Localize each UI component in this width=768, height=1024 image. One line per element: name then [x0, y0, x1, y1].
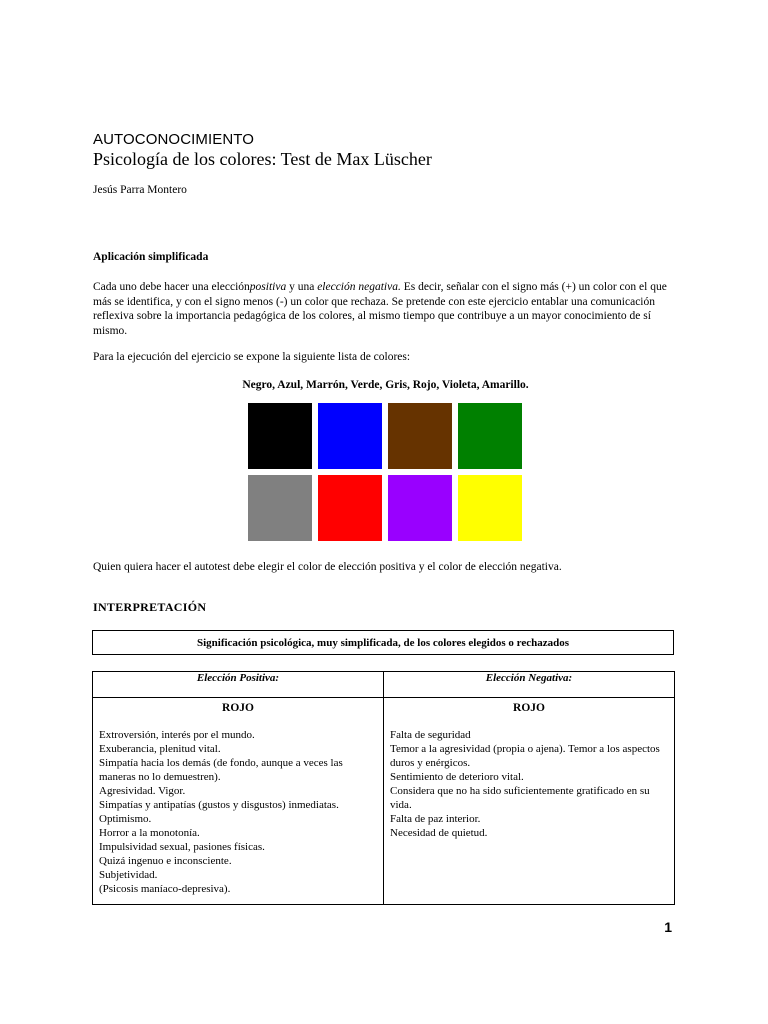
swatch-negro	[248, 403, 312, 469]
intro-text-run: Cada uno debe hacer una elección	[93, 281, 250, 293]
swatch-amarillo	[458, 475, 522, 541]
negative-trait-list	[390, 728, 668, 840]
negative-trait-item: Necesidad de quietud.	[390, 827, 488, 839]
negative-trait-item: Considera que no ha sido suficientemente gratificado en su vida.	[390, 785, 650, 811]
negative-trait-item: Falta de paz interior.	[390, 813, 481, 825]
list-intro-paragraph: Para la ejecución del ejercicio se expone la siguiente lista de colores:	[93, 351, 411, 363]
intro-paragraph	[93, 280, 678, 338]
section-heading-aplicacion: Aplicación simplificada	[93, 251, 209, 263]
positive-cell	[93, 698, 384, 905]
swatch-marron	[388, 403, 452, 469]
swatch-violeta	[388, 475, 452, 541]
table-caption-box: Significación psicológica, muy simplificada, de los colores elegidos o rechazados	[92, 630, 674, 655]
instruction-paragraph: Quien quiera hacer el autotest debe elegir el color de elección positiva y el color de elección negativa.	[93, 561, 562, 573]
positive-trait-item: Simpatía hacia los demás (de fondo, aunque a veces las maneras no lo demuestren).	[99, 757, 343, 783]
document-title: Psicología de los colores: Test de Max Lüscher	[93, 149, 432, 169]
positive-trait-item: Impulsividad sexual, pasiones físicas.	[99, 841, 265, 853]
swatch-rojo	[318, 475, 382, 541]
color-swatch-grid	[248, 403, 522, 541]
positive-column-header: Elección Positiva:	[93, 672, 384, 698]
interpretation-table	[92, 671, 675, 905]
negative-color-label: ROJO	[513, 702, 545, 714]
positive-trait-item: Extroversión, interés por el mundo.	[99, 729, 255, 741]
positive-trait-item: Subjetividad.	[99, 869, 158, 881]
intro-text-run: y una	[286, 281, 318, 293]
positive-trait-item: (Psicosis maníaco-depresiva).	[99, 883, 231, 895]
negative-cell	[384, 698, 675, 905]
author-name: Jesús Parra Montero	[93, 184, 187, 196]
positive-trait-item: Quizá ingenuo e inconsciente.	[99, 855, 232, 867]
positive-trait-item: Horror a la monotonía.	[99, 827, 200, 839]
swatch-verde	[458, 403, 522, 469]
positive-trait-item: Agresividad. Vigor.	[99, 785, 186, 797]
positive-color-label: ROJO	[222, 702, 254, 714]
intro-text-run: elección negativa.	[317, 281, 401, 293]
swatch-azul	[318, 403, 382, 469]
intro-text-run: Es decir, señalar con el signo más (+) un color con el que más se identifica, y con el signo menos (-) un color que rechaza. Se pretende con este ejercicio entablar una comunicación reflexiva sobre la importancia pedagógica de los colores, al mismo tiempo que contribuye a un mayor conocimiento de sí mismo.	[93, 281, 667, 337]
negative-column-header: Elección Negativa:	[384, 672, 675, 698]
positive-trait-item: Exuberancia, plenitud vital.	[99, 743, 221, 755]
section-label: AUTOCONOCIMIENTO	[93, 131, 255, 148]
intro-text-run: positiva	[249, 281, 287, 293]
section-heading-interpretacion: INTERPRETACIÓN	[93, 600, 207, 614]
color-list: Negro, Azul, Marrón, Verde, Gris, Rojo, Violeta, Amarillo.	[242, 379, 529, 391]
swatch-gris	[248, 475, 312, 541]
positive-trait-item: Simpatías y antipatías (gustos y disgustos) inmediatas. Optimismo.	[99, 799, 339, 825]
negative-trait-item: Temor a la agresividad (propia o ajena). Temor a los aspectos duros y enérgicos.	[390, 743, 660, 769]
negative-trait-item: Sentimiento de deterioro vital.	[390, 771, 524, 783]
positive-trait-list	[99, 728, 377, 896]
page-number: 1	[664, 919, 672, 935]
negative-trait-item: Falta de seguridad	[390, 729, 471, 741]
